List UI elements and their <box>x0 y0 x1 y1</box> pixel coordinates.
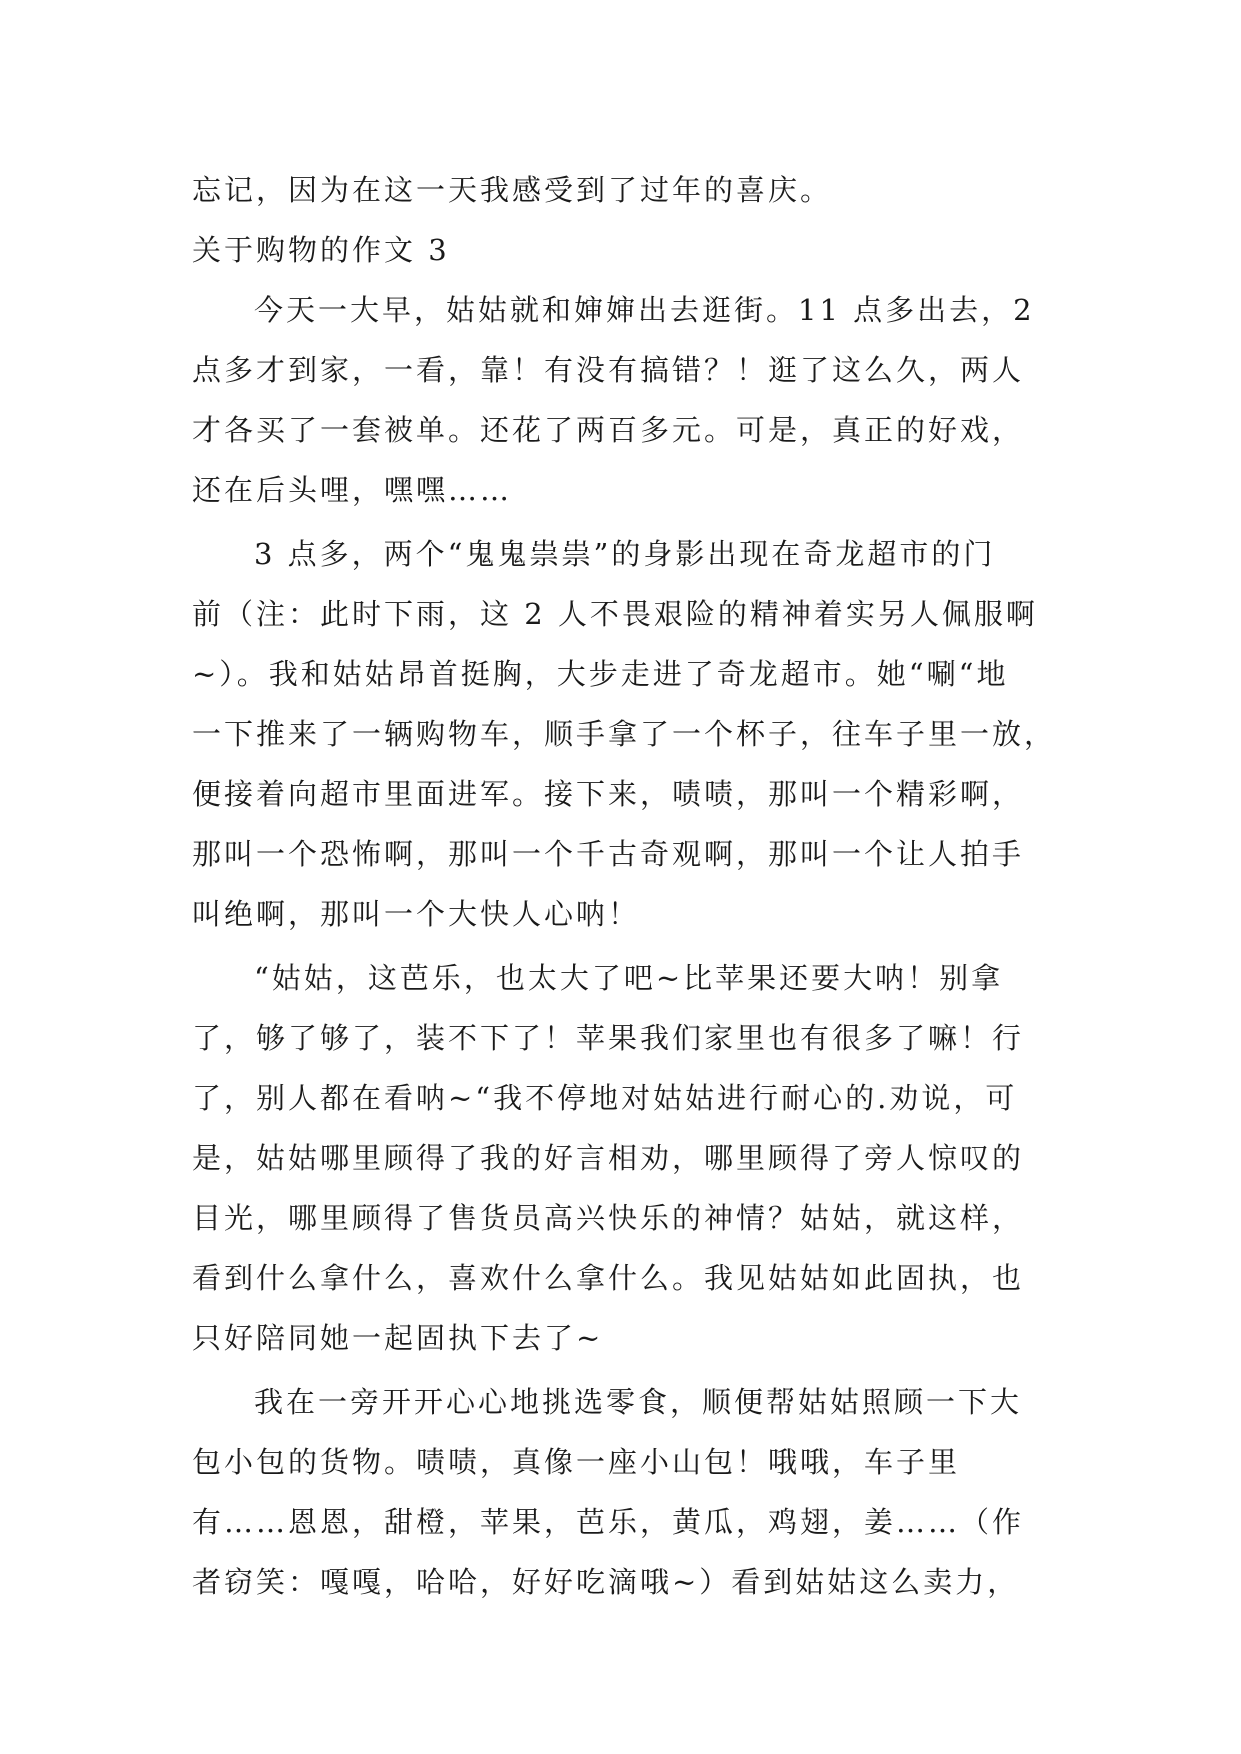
paragraph-line: 便接着向超市里面进军。接下来，啧啧，那叫一个精彩啊， <box>192 777 1025 811</box>
paragraph-line: 还在后头哩，嘿嘿…… <box>192 473 513 507</box>
paragraph-line: 了，够了够了，装不下了！苹果我们家里也有很多了嘛！行 <box>192 1021 1025 1055</box>
paragraph-line: “姑姑，这芭乐，也太大了吧~比苹果还要大呐！别拿 <box>254 961 1004 995</box>
paragraph <box>192 948 1052 1368</box>
paragraph-line: 者窃笑：嘎嘎，哈哈，好好吃滴哦~）看到姑姑这么卖力， <box>192 1565 1020 1599</box>
paragraph-line: 3 点多，两个“鬼鬼祟祟”的身影出现在奇龙超市的门 <box>254 537 996 571</box>
paragraph-line: 有……恩恩，甜橙，苹果，芭乐，黄瓜，鸡翅，姜……（作 <box>192 1505 1025 1539</box>
paragraph-line: 我在一旁开开心心地挑选零食，顺便帮姑姑照顾一下大 <box>254 1385 1023 1419</box>
paragraph <box>192 280 1052 520</box>
paragraph-line: 那叫一个恐怖啊，那叫一个千古奇观啊，那叫一个让人拍手 <box>192 837 1025 871</box>
paragraph-line: ~）。我和姑姑昂首挺胸，大步走进了奇龙超市。她“唰“地 <box>192 657 1009 691</box>
carryover-line: 忘记，因为在这一天我感受到了过年的喜庆。 <box>192 173 833 207</box>
paragraph-line: 是，姑姑哪里顾得了我的好言相劝，哪里顾得了旁人惊叹的 <box>192 1141 1025 1175</box>
paragraph-line: 点多才到家，一看，靠！有没有搞错？！逛了这么久，两人 <box>192 353 1025 387</box>
paragraph-line: 了，别人都在看呐~“我不停地对姑姑进行耐心的.劝说，可 <box>192 1081 1018 1115</box>
paragraph-line: 叫绝啊，那叫一个大快人心呐！ <box>192 897 641 931</box>
essay-heading: 关于购物的作文 3 <box>192 233 450 267</box>
paragraph-line: 包小包的货物。啧啧，真像一座小山包！哦哦，车子里 <box>192 1445 961 1479</box>
document-body <box>192 160 1057 1612</box>
paragraph-line: 才各买了一套被单。还花了两百多元。可是，真正的好戏， <box>192 413 1025 447</box>
paragraph <box>192 1372 1052 1612</box>
paragraph-line: 只好陪同她一起固执下去了~ <box>192 1321 604 1355</box>
paragraph <box>192 524 1057 944</box>
paragraph-line: 看到什么拿什么，喜欢什么拿什么。我见姑姑如此固执，也 <box>192 1261 1025 1295</box>
paragraph-line: 一下推来了一辆购物车，顺手拿了一个杯子，往车子里一放， <box>192 717 1057 751</box>
paragraph-line: 前（注：此时下雨，这 2 人不畏艰险的精神着实另人佩服啊 <box>192 597 1038 631</box>
paragraph-line: 目光，哪里顾得了售货员高兴快乐的神情？姑姑，就这样， <box>192 1201 1025 1235</box>
paragraph-line: 今天一大早，姑姑就和婶婶出去逛街。11 点多出去，2 <box>254 293 1035 327</box>
